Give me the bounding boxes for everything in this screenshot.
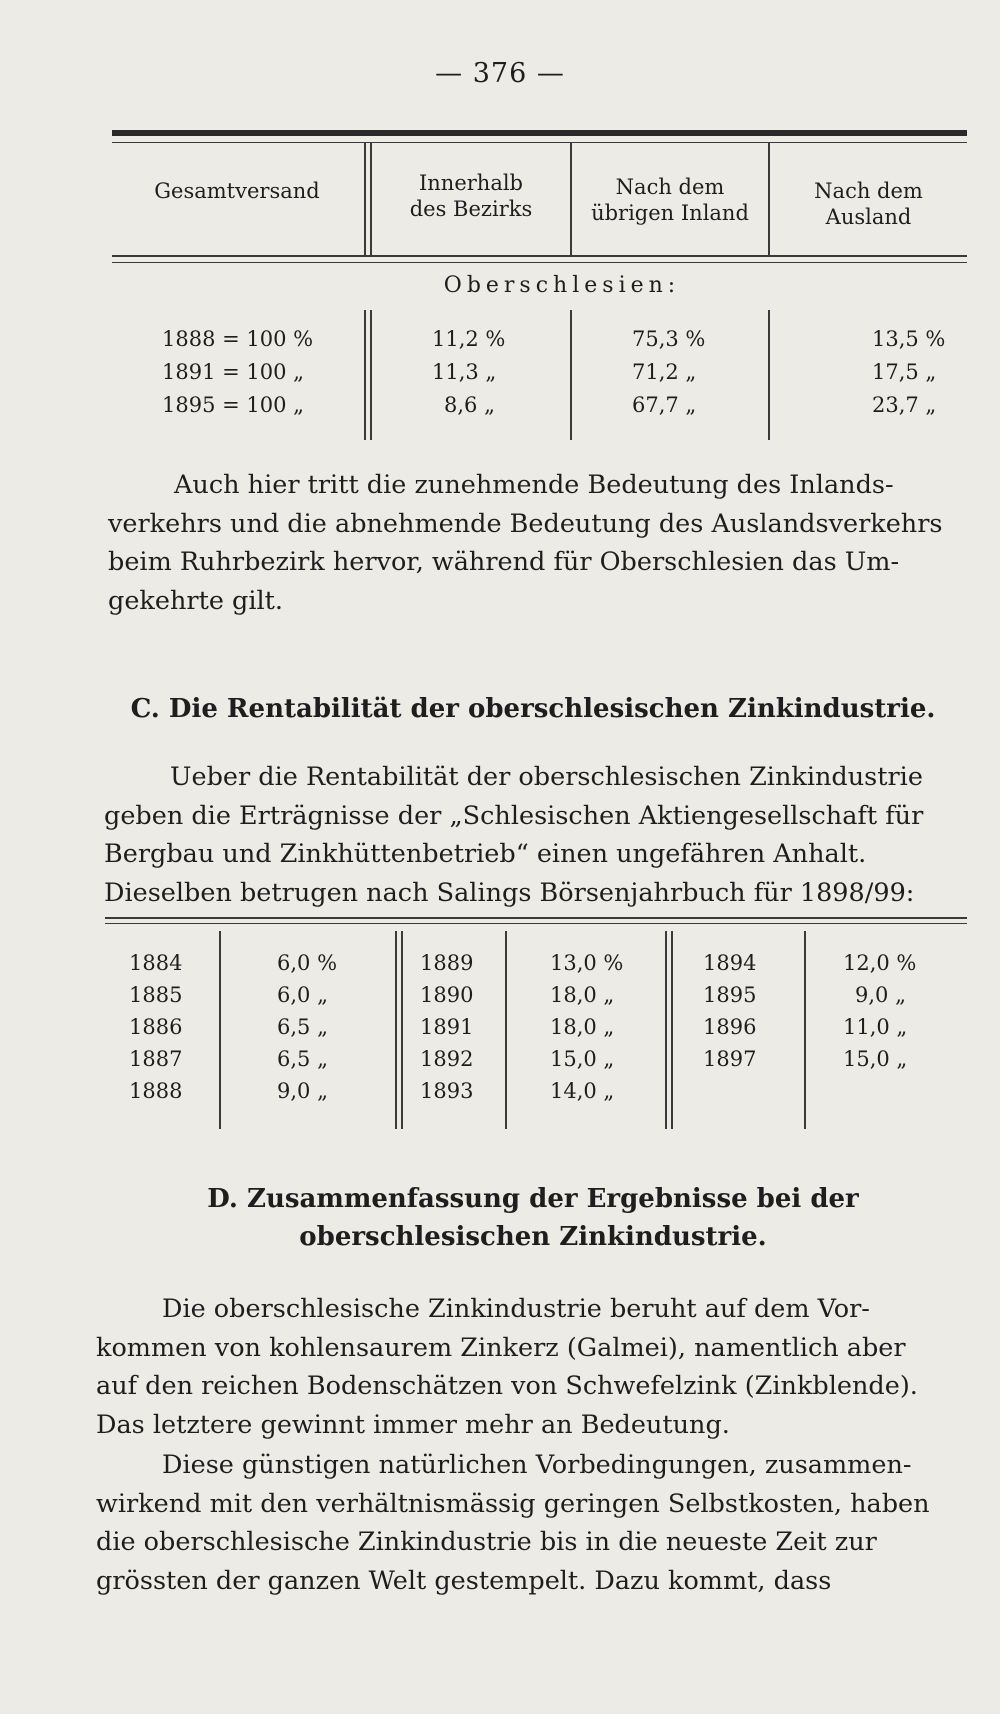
year-cell: 1892 — [420, 1047, 474, 1071]
dividend-cell: 13,0 % — [550, 951, 624, 975]
column-divider — [665, 931, 667, 1129]
section-heading-d — [100, 1180, 966, 1256]
column-divider — [570, 310, 572, 440]
dividend-cell: 9,0 „ — [855, 983, 906, 1007]
text-line: die oberschlesische Zinkindustrie bis in die neueste Zeit zur — [96, 1527, 877, 1557]
year-cell: 1895 — [703, 983, 757, 1007]
column-divider — [768, 310, 770, 440]
text-line: auf den reichen Bodenschätzen von Schwefelzink (Zinkblende). — [96, 1371, 918, 1401]
header-inland: Nach dem übrigen Inland — [591, 175, 749, 225]
year-cell: 1887 — [129, 1047, 183, 1071]
dividend-cell: 11,0 „ — [843, 1015, 908, 1039]
header-ausland: Nach dem Ausland — [814, 179, 923, 229]
year-cell: 1889 — [420, 951, 474, 975]
dividend-cell: 15,0 „ — [843, 1047, 908, 1071]
dividend-cell: 12,0 % — [843, 951, 917, 975]
year-cell: 1893 — [420, 1079, 474, 1103]
year-cell: 1885 — [129, 983, 183, 1007]
year-cell: 1888 — [129, 1079, 183, 1103]
year-cell: 1890 — [420, 983, 474, 1007]
column-divider — [671, 931, 673, 1129]
year-cell: 1891 — [420, 1015, 474, 1039]
text-line: Ueber die Rentabilität der oberschlesischen Zinkindustrie — [170, 762, 923, 792]
year-cell: 1896 — [703, 1015, 757, 1039]
paragraph-rentability — [104, 758, 966, 912]
text-line: beim Ruhrbezirk hervor, während für Oberschlesien das Um- — [108, 547, 900, 577]
table-cell: 71,2 „ — [632, 360, 697, 384]
dividend-cell: 6,5 „ — [277, 1015, 328, 1039]
header-bottom-thin-rule — [112, 262, 967, 263]
text-line: grössten der ganzen Welt gestempelt. Dazu kommt, dass — [96, 1565, 832, 1596]
table-cell: 11,2 % — [432, 327, 506, 351]
region-label: Oberschlesien: — [443, 273, 681, 298]
dividend-cell: 6,5 „ — [277, 1047, 328, 1071]
dividend-cell: 18,0 „ — [550, 1015, 615, 1039]
text-line: Dieselben betrugen nach Salings Börsenjahrbuch für 1898/99: — [104, 877, 915, 908]
table-cell: 1888 = 100 % — [162, 327, 314, 351]
column-divider — [401, 931, 403, 1129]
text-line: kommen von kohlensaurem Zinkerz (Galmei), namentlich aber — [96, 1332, 906, 1363]
text-line: Diese günstigen natürlichen Vorbedingungen, zusammen- — [162, 1450, 912, 1480]
column-divider — [364, 310, 366, 440]
dividend-cell: 18,0 „ — [550, 983, 615, 1007]
table-cell: 75,3 % — [632, 327, 706, 351]
heading-line: oberschlesischen Zinkindustrie. — [299, 1222, 767, 1252]
paragraph-inland-trend — [108, 466, 966, 620]
column-divider — [370, 310, 372, 440]
table-cell: 17,5 „ — [872, 360, 937, 384]
text-line: Das letztere gewinnt immer mehr an Bedeutung. — [96, 1409, 730, 1440]
dividend-cell: 15,0 „ — [550, 1047, 615, 1071]
table-top-rule — [112, 130, 967, 136]
dividend-cell: 9,0 „ — [277, 1079, 328, 1103]
column-divider — [219, 931, 221, 1129]
text-line: Auch hier tritt die zunehmende Bedeutung des Inlands- — [174, 470, 894, 500]
heading-line: D. Zusammenfassung der Ergebnisse bei der — [207, 1184, 859, 1214]
text-line: Bergbau und Zinkhüttenbetrieb“ einen ungefähren Anhalt. — [104, 839, 867, 869]
section-heading-c: C. Die Rentabilität der oberschlesischen Zinkindustrie. — [130, 694, 936, 724]
table-cell: 23,7 „ — [872, 393, 937, 417]
table-cell: 11,3 „ — [432, 360, 497, 384]
year-cell: 1894 — [703, 951, 757, 975]
column-divider — [804, 931, 806, 1129]
year-cell: 1897 — [703, 1047, 757, 1071]
page-number: — 376 — — [435, 58, 565, 89]
table-top-thin-rule — [105, 923, 967, 924]
year-cell: 1884 — [129, 951, 183, 975]
header-gesamtversand: Gesamtversand — [154, 179, 320, 203]
dividend-cell: 6,0 „ — [277, 983, 328, 1007]
text-line: verkehrs und die abnehmende Bedeutung des Auslandsverkehrs — [108, 508, 943, 539]
header-bottom-rule — [112, 255, 967, 257]
table-cell: 8,6 „ — [444, 393, 495, 417]
text-line: Die oberschlesische Zinkindustrie beruht auf dem Vor- — [162, 1294, 870, 1324]
paragraph-summary — [96, 1290, 966, 1444]
text-line: geben die Erträgnisse der „Schlesischen Aktiengesellschaft für — [104, 800, 924, 831]
year-cell: 1886 — [129, 1015, 183, 1039]
dividend-cell: 6,0 % — [277, 951, 338, 975]
column-divider — [505, 931, 507, 1129]
table-cell: 67,7 „ — [632, 393, 697, 417]
table-cell: 1895 = 100 „ — [162, 393, 305, 417]
table-cell: 1891 = 100 „ — [162, 360, 305, 384]
column-divider — [364, 142, 366, 255]
header-innerhalb: Innerhalb des Bezirks — [409, 171, 533, 221]
table-top-rule — [105, 917, 967, 919]
table-top-thin-rule — [112, 142, 967, 143]
dividend-cell: 14,0 „ — [550, 1079, 615, 1103]
table-cell: 13,5 % — [872, 327, 946, 351]
text-line: wirkend mit den verhältnismässig geringen Selbstkosten, haben — [96, 1488, 930, 1519]
shipment-share-table — [112, 130, 967, 445]
column-divider — [395, 931, 397, 1129]
dividend-table — [105, 917, 967, 1129]
text-line: gekehrte gilt. — [108, 585, 284, 616]
paragraph-conditions — [96, 1446, 966, 1600]
